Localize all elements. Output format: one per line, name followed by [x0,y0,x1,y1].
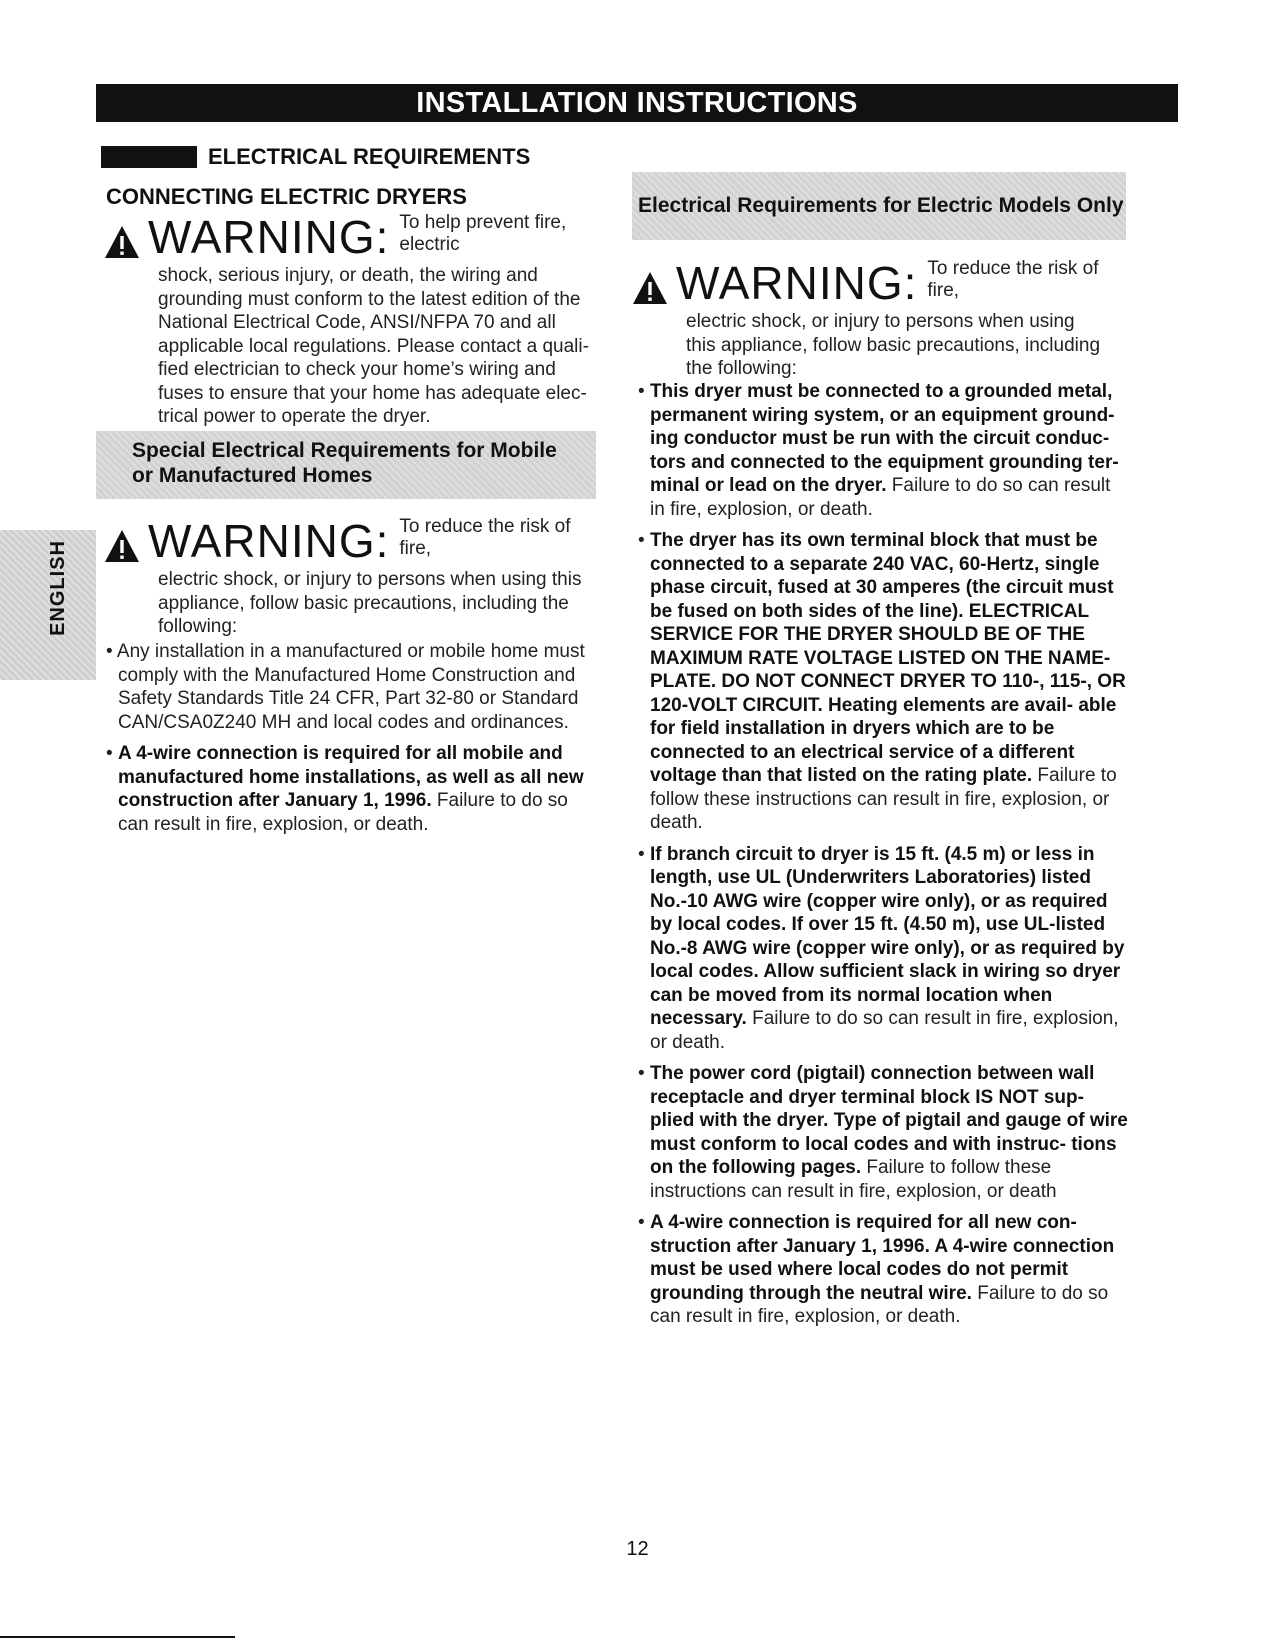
warning-body-text: shock, serious injury, or death, the wiring and grounding must conform to the latest edition of the National Electrical Code, ANSI/NFPA 70 and all applicable local regulations. Please contact a quali- fied electrician to check your home’s wiring and fuses to ensure that your home has adequate elec- trical power to operate the dryer. [158,265,589,427]
warning-triangle-icon [632,270,668,306]
section-title: ELECTRICAL REQUIREMENTS [208,144,531,169]
warning-heading: WARNING: [676,257,918,309]
warning-heading: WARNING: [148,211,390,263]
warning-triangle-icon [104,528,140,564]
box-heading-line1: Electrical Requirements for Electric Models Only [638,194,1124,217]
warning-heading: WARNING: [148,515,390,567]
warning-body-text: electric shock, or injury to persons when using this appliance, follow basic precautions, including the following: [686,311,1101,379]
page-number: 12 [626,1538,649,1560]
list-item: • A 4-wire connection is required for all new con- struction after January 1, 1996. A 4-wire connection must be used where local codes do not permit grounding through the neutral wire. Failure to do so can result in fire, explosion, or death. [638,1212,1115,1327]
subsection-title: CONNECTING ELECTRIC DRYERS [106,184,467,209]
list-item: • Any installation in a manufactured or mobile home must comply with the Manufactured Home Construction and Safety Standards Title 24 CFR, Part 32-80 or Standard CAN/CSA0Z240 MH and local codes and ordinances. [106,641,585,733]
mobile-homes-bullet-list [106,640,596,844]
warning-lead-text: To reduce the risk of fire, [927,258,1099,301]
mobile-homes-requirements-box [96,431,596,499]
warning-body-text: electric shock, or injury to persons when using this appliance, follow basic precautions, including the following: [158,569,582,637]
box-heading-line2: or Manufactured Homes [132,464,373,487]
box-heading-line1: Special Electrical Requirements for Mobile [132,439,557,462]
list-item: • If branch circuit to dryer is 15 ft. (4.5 m) or less in length, use UL (Underwriters Laboratories) listed No.-10 AWG wire (copper wire only), or as required by local codes. If over 15 ft. (4.50 m), use UL-listed No.-8 AWG wire (copper wire only), or as required by local codes. Allow sufficient slack in wiring so dryer can be moved from its normal location when necessary. Failure to do so can result in fire, explosion, or death. [638,843,1125,1053]
language-side-tab-label: ENGLISH [47,540,69,636]
warning-lead-text: To reduce the risk of fire, [399,516,571,559]
warning-triangle-icon [104,224,140,260]
footer-rule [0,1636,235,1638]
warning-block-fire-shock [104,212,604,429]
warning-block-basic-precautions [104,516,604,639]
list-item: • The dryer has its own terminal block that must be connected to a separate 240 VAC, 60-Hertz, single phase circuit, fused at 30 amperes (the circuit must be fused on both sides of the line). ELECTRICAL SERVICE FOR THE DRYER SHOULD BE OF THE MAXIMUM RATE VOLTAGE LISTED ON THE NAME- PLATE. DO NOT CONNECT DRYER TO 110-, 115-, OR 120-VOLT CIRCUIT. Heating elements are avail- able for field installation in dryers which are to be connected to an electrical service of a different voltage than that listed on the rating plate. Failure to follow these instructions can result in fire, explosion, or death. [638,530,1126,833]
list-item: • The power cord (pigtail) connection between wall receptacle and dryer terminal block IS NOT sup- plied with the dryer. Type of pigtail and gauge of wire must conform to local codes and with instruc- tions on the following pages. Failure to follow these instructions can result in fire, explosion, or death [638,1063,1128,1202]
list-item: • A 4-wire connection is required for all mobile and manufactured home installations, as well as all new construction after January 1, 1996. Failure to do so can result in fire, explosion, or death. [106,743,584,835]
warning-lead-text: To help prevent fire, electric [399,212,567,255]
section-marker-block [101,146,197,168]
warning-block-basic-precautions-right [632,258,1132,381]
page-header-title: INSTALLATION INSTRUCTIONS [96,84,1178,122]
electric-models-bullet-list [638,380,1130,1337]
electric-models-requirements-box [632,172,1126,240]
list-item: • This dryer must be connected to a grounded metal, permanent wiring system, or an equipment ground- ing conductor must be run with the circuit conduc- tors and connected to the equipment grounding ter- minal or lead on the dryer. Failure to do so can result in fire, explosion, or death. [638,381,1119,520]
